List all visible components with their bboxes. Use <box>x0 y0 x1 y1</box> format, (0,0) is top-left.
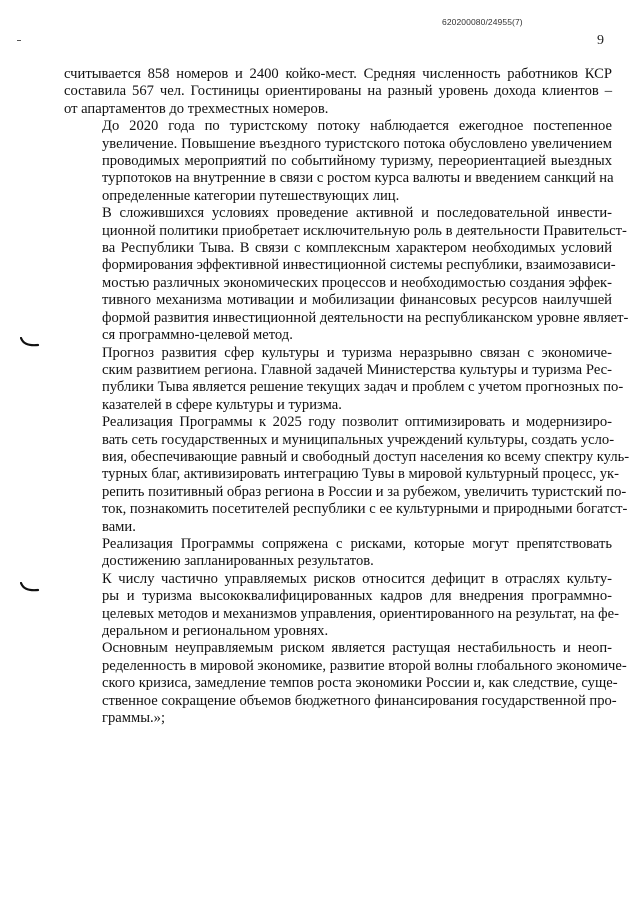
margin-check-mark <box>20 337 40 347</box>
text-line: составила 567 чел. Гостиницы ориентированы на разный уровень дохода клиентов – <box>64 83 612 100</box>
text-line: вия, обеспечивающие равный и свободный доступ населения ко всему спектру куль- <box>102 448 630 465</box>
paragraph-unmanaged-risks <box>64 640 627 727</box>
text-line: К числу частично управляемых рисков относится дефицит в отраслях культу- <box>102 570 612 587</box>
text-line: граммы.»; <box>102 710 166 727</box>
text-line: Прогноз развития сфер культуры и туризма неразрывно связан с экономиче- <box>102 344 612 361</box>
text-line: формой развития инвестиционной деятельности на республиканском уровне являет- <box>102 309 629 326</box>
text-line: увеличение. Повышение въездного туристского потока обусловлено увеличением <box>102 135 612 152</box>
text-line: вами. <box>102 518 136 535</box>
text-line: публики Тыва является решение текущих задач и проблем с учетом прогнозных по- <box>102 379 624 396</box>
paragraph-program-risks <box>64 536 612 571</box>
text-line: целевых методов и механизмов управления, ориентированного на результат, на фе- <box>102 605 619 622</box>
text-line: ским развитием региона. Главной задачей Министерства культуры и туризма Рес- <box>102 361 612 378</box>
text-line: вать сеть государственных и муниципальных учреждений культуры, создать усло- <box>102 431 615 448</box>
paragraph-investment-policy <box>64 205 629 344</box>
paragraph-development-forecast <box>64 344 624 415</box>
text-line: репить позитивный образ региона в России и за рубежом, увеличить туристский по- <box>102 483 627 500</box>
text-line: ственное сокращение объемов бюджетного финансирования государственной про- <box>102 692 617 709</box>
text-line: тивного механизма мотивации и мобилизации финансовых ресурсов наилучшей <box>102 292 612 309</box>
text-line: проводимых мероприятий по событийному туризму, переориентацией выездных <box>102 153 612 170</box>
text-line: турпотоков на внутренние в связи с ростом курса валюты и введением санкций на <box>102 170 614 187</box>
text-line: турных благ, активизировать интеграцию Тувы в мировой культурный процесс, ук- <box>102 466 619 483</box>
document-body <box>64 66 630 727</box>
text-line: Реализация Программы к 2025 году позволит оптимизировать и модернизиро- <box>102 414 612 431</box>
text-line: казателей в сфере культуры и туризма. <box>102 396 342 413</box>
text-line: ся программно-целевой метод. <box>102 327 293 344</box>
text-line: ва Республики Тыва. В связи с комплексным характером необходимых условий <box>102 240 612 257</box>
text-line: достижению запланированных результатов. <box>102 553 374 570</box>
margin-check-mark <box>20 582 40 592</box>
text-line: ры и туризма высококвалифицированных кадров для внедрения программно- <box>102 588 612 605</box>
paragraph-program-2025 <box>64 414 630 536</box>
text-line: ток, познакомить посетителей республики с ее культурными и природными богатст- <box>102 501 628 518</box>
paragraph-managed-risks <box>64 570 619 641</box>
text-line: ского кризиса, замедление темпов роста экономики России и, как следствие, суще- <box>102 675 618 692</box>
text-line: До 2020 года по туристскому потоку наблюдается ежегодное постепенное <box>102 118 612 135</box>
text-line: формирования эффективной инвестиционной системы республики, взаимозависи- <box>102 257 616 274</box>
text-line: Реализация Программы сопряжена с рисками, которые могут препятствовать <box>102 535 612 552</box>
text-line: мостью различных экономических процессов и необходимостью создания эффек- <box>102 274 612 291</box>
text-line: от апартаментов до трехместных номеров. <box>64 100 329 117</box>
text-line: ционной политики приобретает исключительную роль в деятельности Правительст- <box>102 222 627 239</box>
text-line: ределенность в мировой экономике, развитие второй волны глобального экономиче- <box>102 657 627 674</box>
document-id: 620200080/24955(7) <box>442 17 523 27</box>
text-line: В сложившихся условиях проведение активной и последовательной инвести- <box>102 205 612 222</box>
page-number: 9 <box>597 33 604 48</box>
margin-dash <box>17 40 21 41</box>
text-line: считывается 858 номеров и 2400 койко-мест. Средняя численность работников КСР <box>64 66 612 82</box>
paragraph-tourism-flow <box>64 118 612 205</box>
text-line: деральном и региональном уровнях. <box>102 623 329 639</box>
text-line: определенные категории путешествующих лиц. <box>102 187 400 204</box>
paragraph-continued <box>64 66 612 118</box>
text-line: Основным неуправляемым риском является растущая нестабильность и неоп- <box>102 640 612 657</box>
